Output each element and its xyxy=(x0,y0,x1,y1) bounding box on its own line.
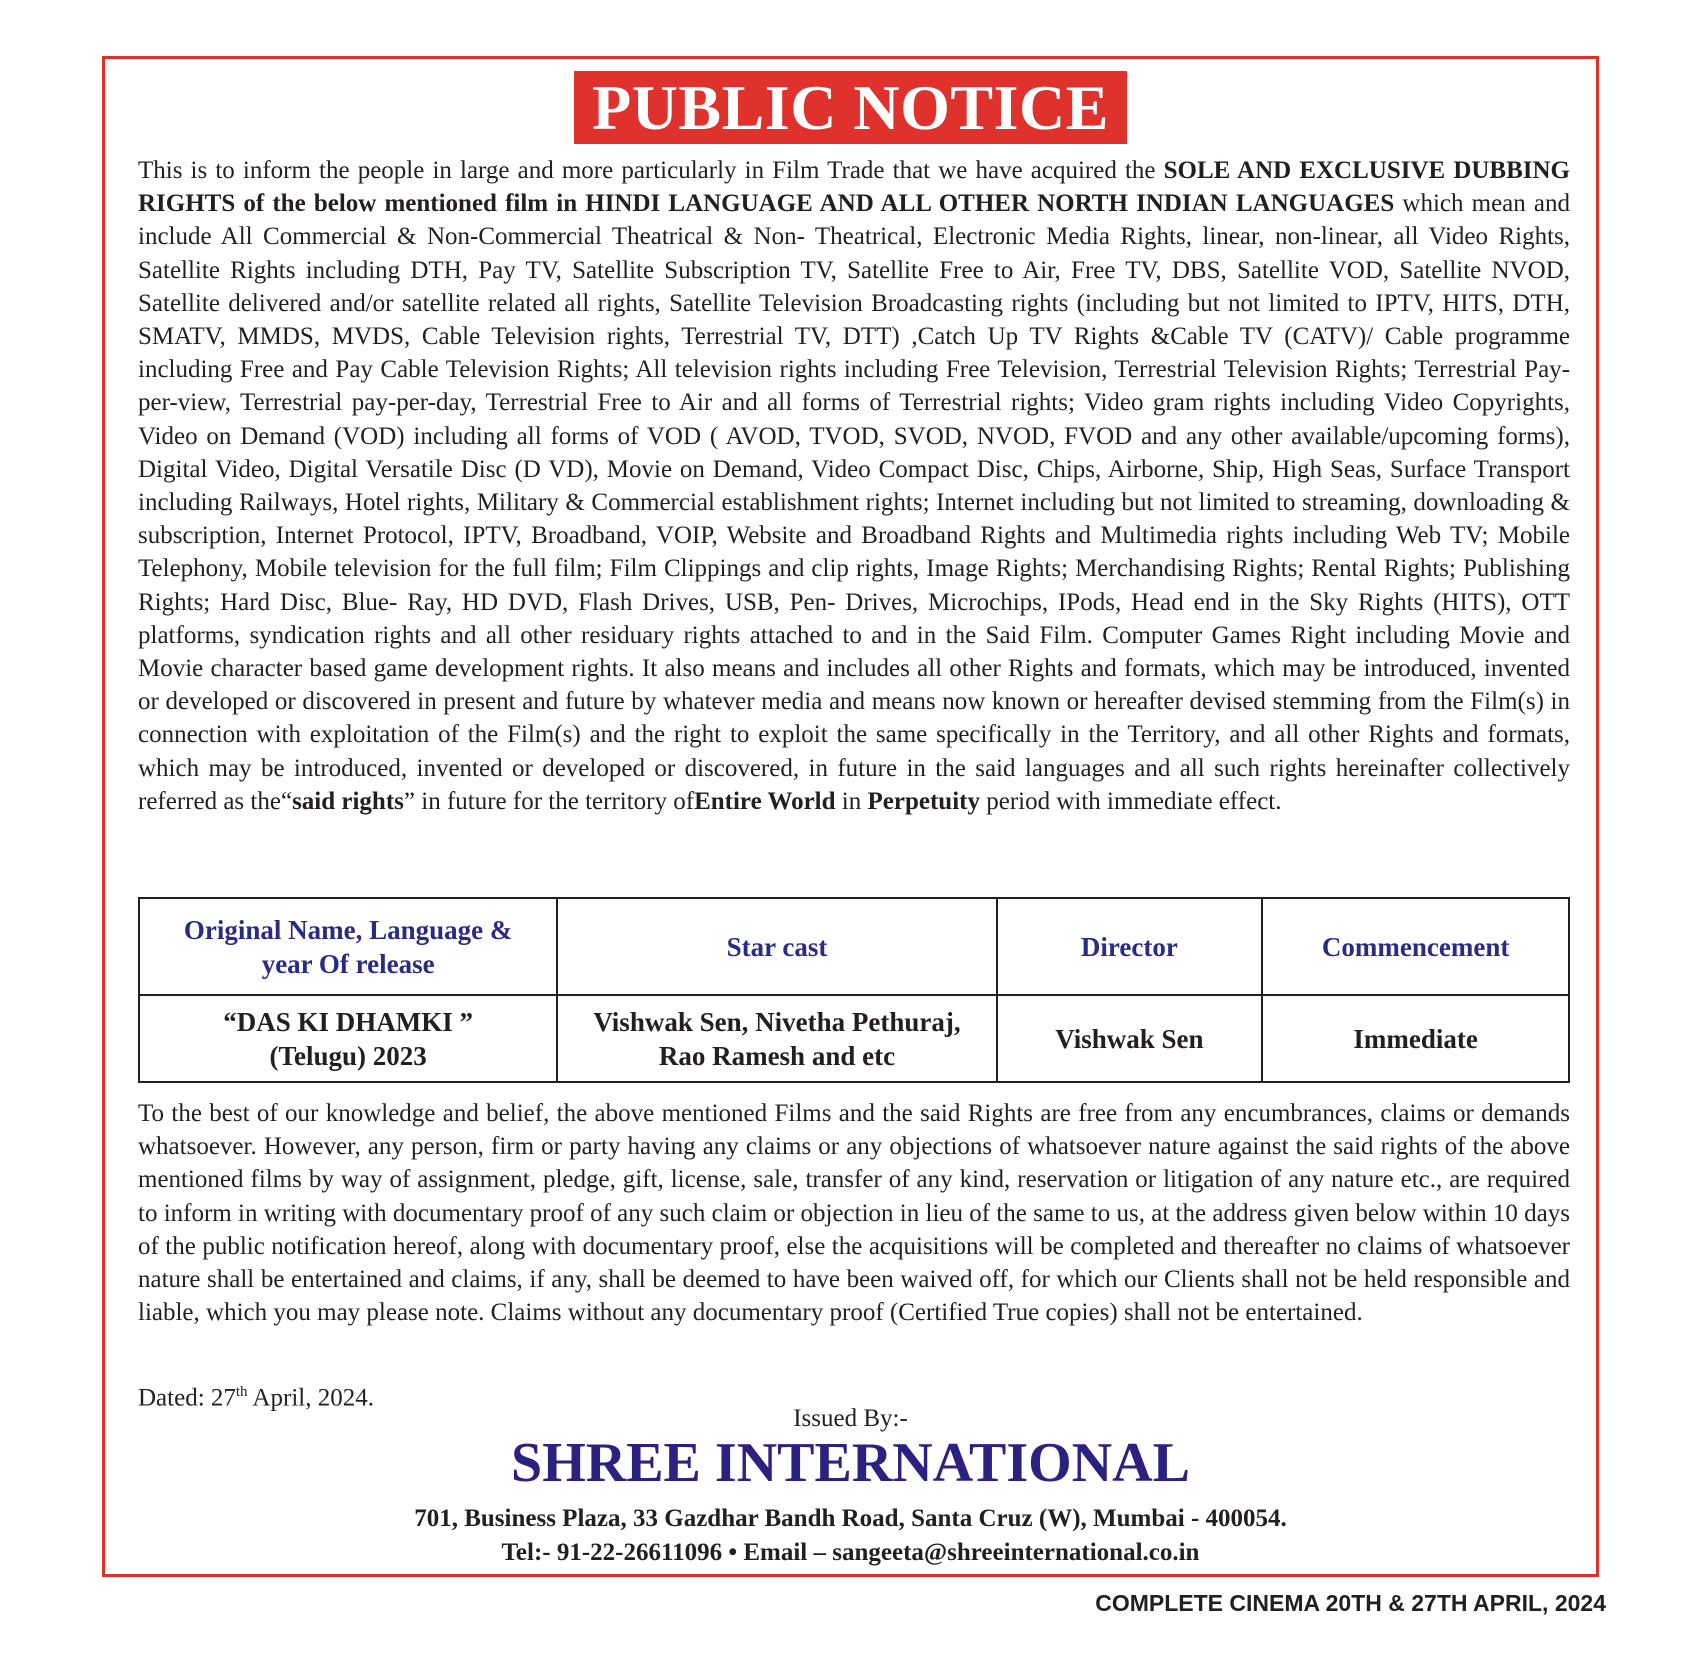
dated-suffix: April, 2024. xyxy=(247,1384,374,1412)
star-cast-line2: Rao Ramesh and etc xyxy=(658,1040,896,1071)
intro-paragraph xyxy=(138,154,1570,818)
issuer-name: SHREE INTERNATIONAL xyxy=(511,1432,1190,1494)
cell-commencement: Immediate xyxy=(1262,995,1569,1082)
publication-footer: COMPLETE CINEMA 20TH & 27TH APRIL, 2024 xyxy=(1095,1590,1606,1616)
dated-prefix: Dated: 27 xyxy=(138,1384,236,1412)
intro-bold-3: Entire World xyxy=(694,787,836,815)
objection-paragraph: To the best of our knowledge and belief, the above mentioned Films and the said Rights are free from any encumbrances, claims or demands whatsoever. However, any person, firm or party having any claims or any objections of whatsoever nature against the said rights of the above mentioned films by way of assignment, pledge, gift, license, sale, transfer of any kind, reservation or litigation of any nature etc., are required to inform in writing with documentary proof of any such claim or objection in lieu of the same to us, at the address given below within 10 days of the public notification hereof, along with documentary proof, else the acquisitions will be completed and thereafter no claims of whatsoever nature shall be entertained and claims, if any, shall be deemed to have been waived off, for which our Clients shall not be held responsible and liable, which you may please note. Claims without any documentary proof (Certified True copies) shall not be entertained. xyxy=(138,1100,1570,1327)
intro-bold-1: SOLE AND EXCLUSIVE DUBBING RIGHTS of the below mentioned film in HINDI LANGUAGE AND ALL OTHER NORTH INDIAN LANGUAGES xyxy=(138,157,1571,218)
issuer-address: 701, Business Plaza, 33 Gazdhar Bandh Road, Santa Cruz (W), Mumbai - 400054. xyxy=(414,1505,1287,1532)
film-language-year: (Telugu) 2023 xyxy=(269,1040,427,1071)
intro-bold-4: Perpetuity xyxy=(867,787,980,815)
rights-table xyxy=(138,897,1570,1083)
issuer-contact: Tel:- 91-22-26611096 • Email – sangeeta@shreeinternational.co.in xyxy=(501,1539,1200,1566)
film-title: “DAS KI DHAMKI ” xyxy=(223,1006,474,1037)
intro-text-2: which mean and include All Commercial & Non-Commercial Theatrical & Non- Theatrical, Electronic Media Rights, linear, non-linear, all Video Rights, Satellite Rights including DTH, Pay TV, Satellite Subscription TV, Satellite Free to Air, Free TV, DBS, Satellite VOD, Satellite NVOD, Satellite delivered and/or satellite related all rights, Satellite Television Broadcasting rights (including but not limited to IPTV, HITS, DTH, SMATV, MMDS, MVDS, Cable Television rights, Terrestrial TV, DTT) ,Catch Up TV Rights &Cable TV (CATV)/ Cable programme including Free and Pay Cable Television Rights; All television rights including Free Television, Terrestrial Television Rights; Terrestrial Pay-per-view, Terrestrial pay-per-day, Terrestrial Free to Air and all forms of Terrestrial rights; Video gram rights including Video Copyrights, Video on Demand (VOD) including all forms of VOD ( AVOD, TVOD, SVOD, NVOD, FVOD and any other available/upcoming forms), Digital Video, Digital Versatile Disc (D VD), Movie on Demand, Video Compact Disc, Chips, Airborne, Ship, High Seas, Surface Transport including Railways, Hotel rights, Military & Commercial establishment rights; Internet including but not limited to streaming, downloading & subscription, Internet Protocol, IPTV, Broadband, VOIP, Website and Broadband Rights and Multimedia rights including Web TV; Mobile Telephony, Mobile television for the full film; Film Clippings and clip rights, Image Rights; Merchandising Rights; Rental Rights; Publishing Rights; Hard Disc, Blue- Ray, HD DVD, Flash Drives, USB, Pen- Drives, Microchips, IPods, Head end in the Sky Rights (HITS), OTT platforms, syndication rights and all other residuary rights attached to and in the Said Film. Computer Games Right including Movie and Movie character based game development rights. It also means and includes all other Rights and formats, which may be introduced, invented or developed or discovered in present and future by whatever media and means now known or hereafter devised stemming from the Film(s) in connection with exploitation of the Film(s) and the right to exploit the same specifically in the Territory, and all other Rights and formats, which may be introduced, invented or developed or discovered, in future in the said languages and all such rights hereinafter collectively referred as the“ xyxy=(138,190,1570,815)
intro-bold-2: said rights xyxy=(292,787,404,815)
intro-text-5: period with immediate effect. xyxy=(979,787,1282,815)
header-star-cast: Star cast xyxy=(557,898,996,995)
intro-text-1: This is to inform the people in large and more particularly in Film Trade that we have acquired the xyxy=(138,157,1164,184)
header-commencement: Commencement xyxy=(1262,898,1569,995)
cell-film-name xyxy=(139,995,557,1082)
table-header-row xyxy=(139,898,1569,995)
header-original-name-line2: year Of release xyxy=(261,948,435,979)
title-banner xyxy=(105,71,1596,144)
star-cast-line1: Vishwak Sen, Nivetha Pethuraj, xyxy=(593,1006,961,1037)
notice-frame xyxy=(102,56,1599,1577)
header-original-name xyxy=(139,898,557,995)
header-director: Director xyxy=(997,898,1263,995)
cell-director: Vishwak Sen xyxy=(997,995,1263,1082)
intro-text-4: in xyxy=(835,787,868,815)
notice-title: PUBLIC NOTICE xyxy=(574,71,1127,144)
dated-ordinal: th xyxy=(235,1384,248,1400)
table-row xyxy=(139,995,1569,1082)
header-original-name-line1: Original Name, Language & xyxy=(183,914,513,945)
cell-star-cast xyxy=(557,995,996,1082)
issued-by-label: Issued By:- xyxy=(793,1405,908,1432)
intro-text-3: ” in future for the territory of xyxy=(403,787,695,815)
